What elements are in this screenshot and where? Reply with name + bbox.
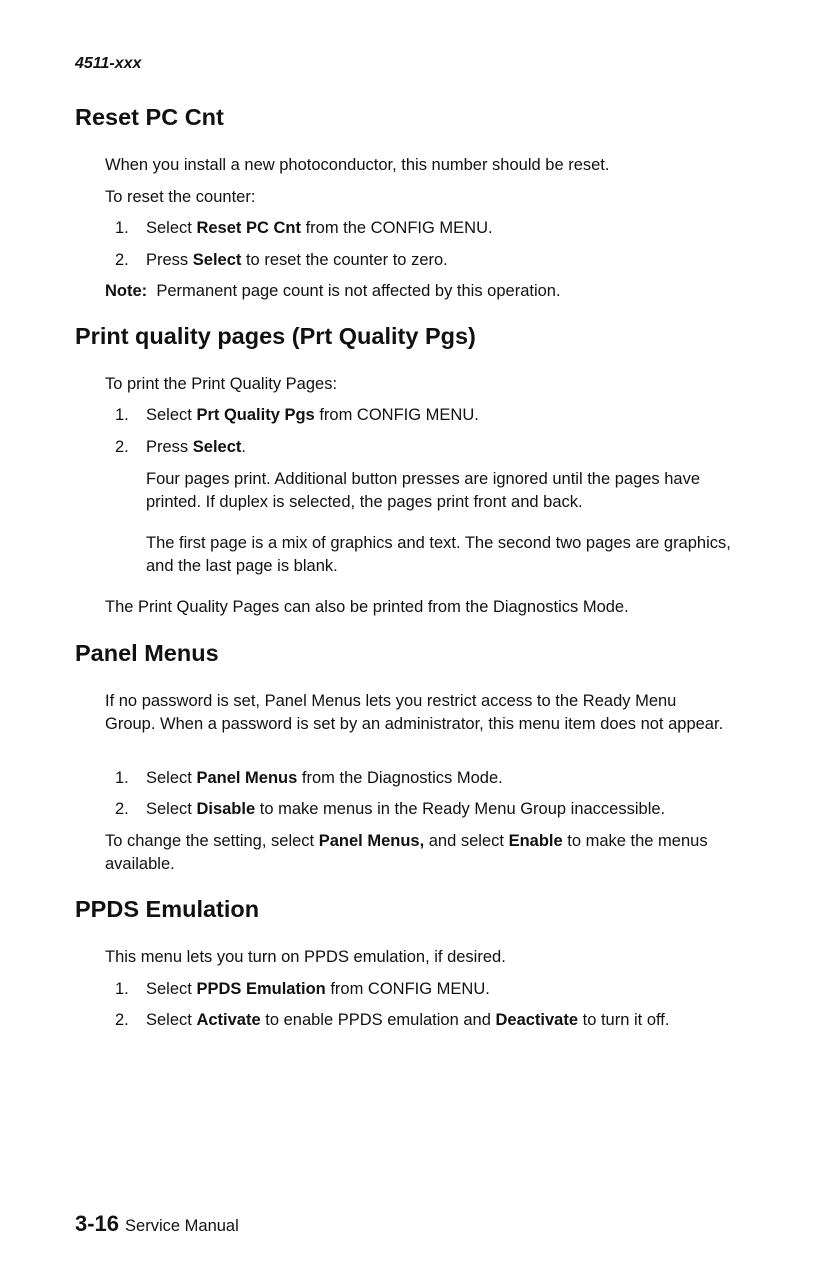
step-number: 1.: [115, 769, 129, 787]
ppds-intro: This menu lets you turn on PPDS emulation, if desired.: [105, 948, 506, 966]
step-text: Press Select.: [146, 438, 246, 456]
pq-step-2: [115, 436, 745, 459]
step-text: Select Disable to make menus in the Ready Menu Group inaccessible.: [146, 800, 666, 818]
reset-lead: To reset the counter:: [105, 188, 256, 206]
step-number: 1.: [115, 219, 129, 237]
step-number: 2.: [115, 1011, 129, 1029]
step-text: Select Activate to enable PPDS emulation and Deactivate to turn it off.: [146, 1011, 670, 1029]
page-footer: [75, 1211, 239, 1237]
pq-lead: To print the Print Quality Pages:: [105, 375, 338, 393]
step-number: 2.: [115, 438, 129, 456]
ppds-step-1: [115, 978, 745, 1001]
heading-print-quality-pages: Print quality pages (Prt Quality Pgs): [75, 323, 476, 349]
pq-closing: The Print Quality Pages can also be printed from the Diagnostics Mode.: [105, 598, 629, 616]
panel-step-1: [115, 767, 745, 790]
step-number: 1.: [115, 980, 129, 998]
reset-step-1: [115, 217, 745, 240]
heading-ppds-emulation: PPDS Emulation: [75, 896, 260, 922]
step-text: Select Prt Quality Pgs from CONFIG MENU.: [146, 406, 479, 424]
note-text: Permanent page count is not affected by this operation.: [156, 282, 561, 300]
pq-step-2-detail-1: Four pages print. Additional button presses are ignored until the pages have printed. If duplex is selected, the pages print front and back.: [146, 470, 701, 511]
reset-note: [105, 280, 745, 303]
pq-step-2-detail-2: The first page is a mix of graphics and text. The second two pages are graphics, and the last page is blank.: [146, 534, 731, 575]
pq-step-1: [115, 404, 745, 427]
heading-panel-menus: Panel Menus: [75, 640, 219, 666]
step-text: Select Reset PC Cnt from the CONFIG MENU.: [146, 219, 493, 237]
manual-title: Service Manual: [125, 1217, 239, 1235]
page-number: 3-16: [75, 1211, 120, 1236]
reset-step-2: [115, 249, 745, 272]
step-text: Press Select to reset the counter to zero.: [146, 251, 448, 269]
ppds-step-2: [115, 1009, 715, 1032]
reset-intro: When you install a new photoconductor, this number should be reset.: [105, 156, 610, 174]
panel-intro: If no password is set, Panel Menus lets you restrict access to the Ready Menu Group. When a password is set by an administrator, this menu item does not appear.: [105, 692, 724, 733]
step-number: 2.: [115, 800, 129, 818]
step-text: Select Panel Menus from the Diagnostics Mode.: [146, 769, 503, 787]
header-model-code: 4511-xxx: [75, 55, 142, 72]
note-label: Note:: [105, 282, 148, 300]
heading-reset-pc-cnt: Reset PC Cnt: [75, 104, 224, 130]
step-number: 1.: [115, 406, 129, 424]
step-text: Select PPDS Emulation from CONFIG MENU.: [146, 980, 490, 998]
panel-step-2: [115, 798, 765, 821]
panel-change-setting: To change the setting, select Panel Menus, and select Enable to make the menus available.: [105, 832, 708, 873]
step-number: 2.: [115, 251, 129, 269]
